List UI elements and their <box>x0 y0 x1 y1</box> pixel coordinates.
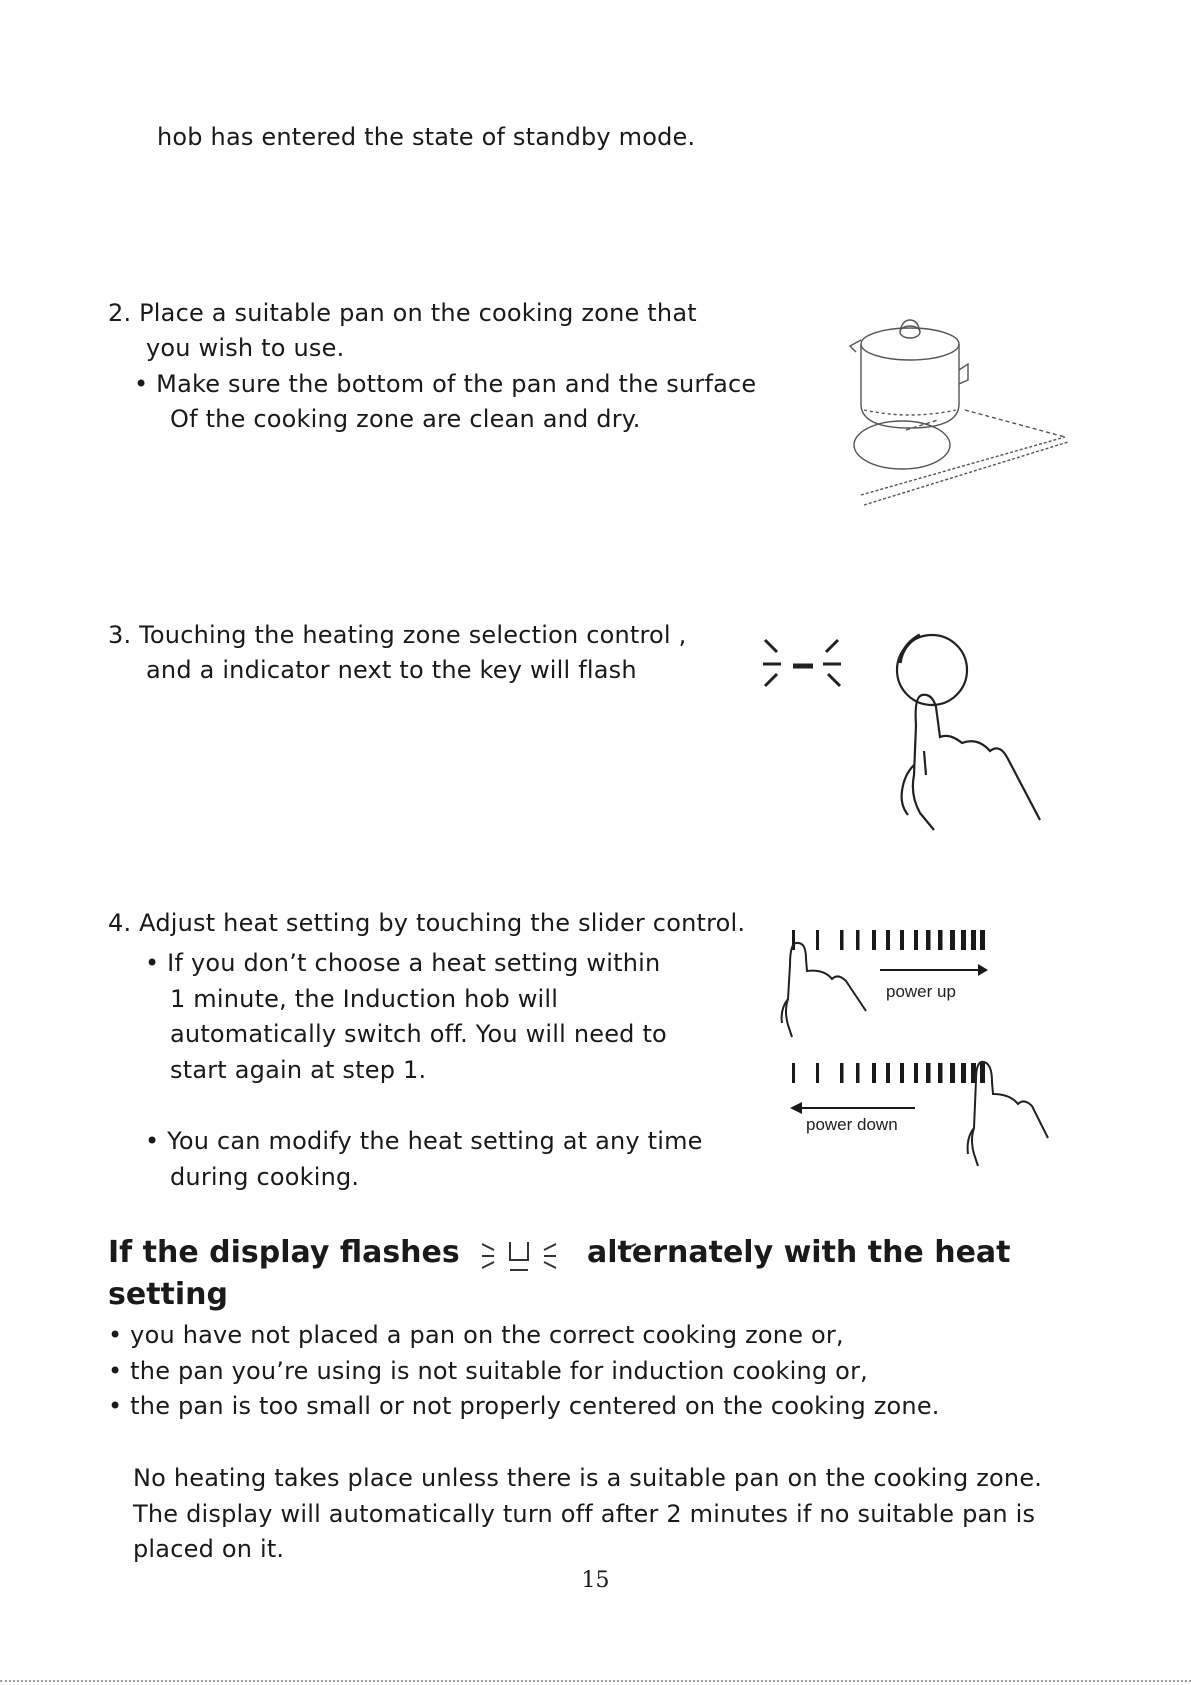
flashing-indicator-icon <box>755 636 855 696</box>
warning-heading-part2: alternately with the heat <box>587 1235 1011 1270</box>
finger-touch-icon <box>880 625 1050 860</box>
step3-line2: and a indicator next to the key will flash <box>146 656 637 684</box>
step2-line1: 2. Place a suitable pan on the cooking zone that <box>108 299 697 327</box>
step3-line1: 3. Touching the heating zone selection control , <box>108 621 687 649</box>
intro-text: hob has entered the state of standby mode. <box>157 123 696 151</box>
step4-line1: 4. Adjust heat setting by touching the slider control. <box>108 909 746 937</box>
step2-bullet1: • Make sure the bottom of the pan and the surface <box>134 370 757 398</box>
step4-bullet2-line2: during cooking. <box>170 1163 360 1191</box>
warning-heading-part1: If the display flashes <box>108 1235 460 1270</box>
warning-bullet-3: • the pan is too small or not properly centered on the cooking zone. <box>108 1392 940 1420</box>
pan-on-hob-icon <box>840 310 1080 520</box>
step2-line2: you wish to use. <box>146 334 345 362</box>
note-line3: placed on it. <box>133 1535 285 1563</box>
warning-bullet-2: • the pan you’re using is not suitable for induction cooking or, <box>108 1357 868 1385</box>
slider-power-up-icon <box>780 925 1020 1040</box>
pan-symbol-icon <box>480 1238 560 1276</box>
bottom-rule <box>0 1680 1191 1682</box>
step4-bullet1-line1: • If you don’t choose a heat setting within <box>145 949 661 977</box>
note-line1: No heating takes place unless there is a suitable pan on the cooking zone. <box>133 1464 1043 1492</box>
step4-bullet2-line1: • You can modify the heat setting at any time <box>145 1127 703 1155</box>
page-number: 15 <box>581 1568 610 1593</box>
note-line2: The display will automatically turn off after 2 minutes if no suitable pan is <box>133 1500 1036 1528</box>
step4-bullet1-line2: 1 minute, the Induction hob will <box>170 985 559 1013</box>
warning-heading-line2: setting <box>108 1277 228 1312</box>
step4-bullet1-line4: start again at step 1. <box>170 1056 427 1084</box>
power-up-label: power up <box>886 982 956 1001</box>
slider-power-down-icon <box>780 1058 1060 1178</box>
warning-bullet-1: • you have not placed a pan on the correct cooking zone or, <box>108 1321 844 1349</box>
step2-bullet2: Of the cooking zone are clean and dry. <box>170 405 641 433</box>
step4-bullet1-line3: automatically switch off. You will need to <box>170 1020 667 1048</box>
power-down-label: power down <box>806 1115 898 1134</box>
